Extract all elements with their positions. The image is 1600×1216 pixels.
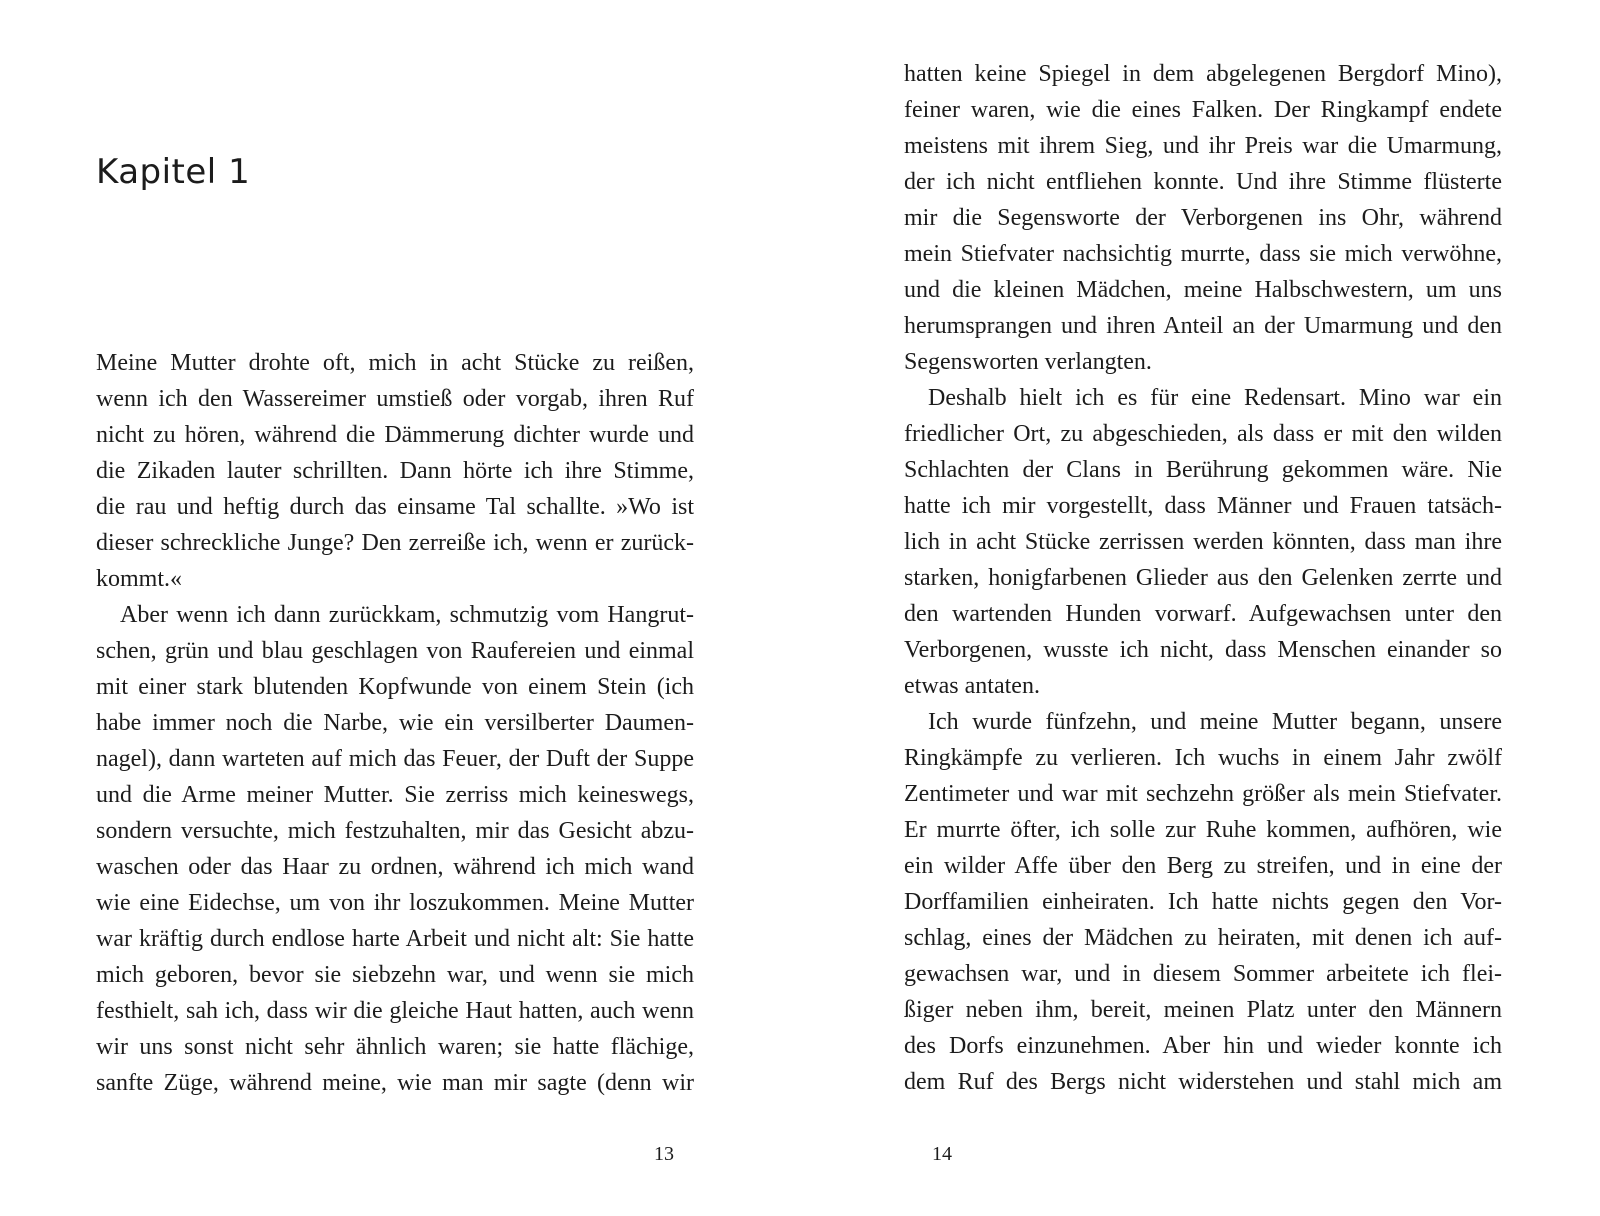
text-line: sanfte Züge, während meine, wie man mir sagte (denn wir <box>96 1070 694 1096</box>
text-line: mit einer stark blutenden Kopfwunde von einem Stein (ich <box>96 674 694 700</box>
text-line: und die kleinen Mädchen, meine Halbschwestern, um uns <box>904 277 1502 303</box>
text-line: ßiger neben ihm, bereit, meinen Platz unter den Männern <box>904 997 1502 1023</box>
right-page <box>800 0 1600 1216</box>
page-number: 14 <box>932 1143 952 1165</box>
text-line: waschen oder das Haar zu ordnen, während ich mich wand <box>96 854 694 880</box>
text-line: herumsprangen und ihren Anteil an der Umarmung und den <box>904 313 1502 339</box>
text-line: Ich wurde fünfzehn, und meine Mutter begann, unsere <box>928 709 1502 735</box>
text-line: Segensworten verlangten. <box>904 349 1152 375</box>
text-line: sondern versuchte, mich festzuhalten, mir das Gesicht abzu- <box>96 818 694 844</box>
text-line: Zentimeter und war mit sechzehn größer als mein Stiefvater. <box>904 781 1502 807</box>
page-number: 13 <box>654 1143 674 1165</box>
left-page-body <box>96 345 694 1101</box>
text-line: habe immer noch die Narbe, wie ein versilberter Daumen- <box>96 710 694 736</box>
text-line: mir die Segensworte der Verborgenen ins Ohr, während <box>904 205 1502 231</box>
text-line: Schlachten der Clans in Berührung gekommen wäre. Nie <box>904 457 1502 483</box>
text-line: wie eine Eidechse, um von ihr loszukommen. Meine Mutter <box>96 890 694 916</box>
text-line: Ringkämpfe zu verlieren. Ich wuchs in einem Jahr zwölf <box>904 745 1502 771</box>
text-line: schlag, eines der Mädchen zu heiraten, mit denen ich auf- <box>904 925 1502 951</box>
text-line: und die Arme meiner Mutter. Sie zerriss mich keineswegs, <box>96 782 694 808</box>
text-line: der ich nicht entfliehen konnte. Und ihre Stimme flüsterte <box>904 169 1502 195</box>
text-line: wenn ich den Wassereimer umstieß oder vorgab, ihren Ruf <box>96 386 694 412</box>
text-line: schen, grün und blau geschlagen von Raufereien und einmal <box>96 638 694 664</box>
text-line: Aber wenn ich dann zurückkam, schmutzig vom Hangrut- <box>120 602 694 628</box>
text-line: Verborgenen, wusste ich nicht, dass Menschen einander so <box>904 637 1502 663</box>
text-line: feiner waren, wie die eines Falken. Der Ringkampf endete <box>904 97 1502 123</box>
text-line: nagel), dann warteten auf mich das Feuer, der Duft der Suppe <box>96 746 694 772</box>
text-line: dem Ruf des Bergs nicht widerstehen und stahl mich am <box>904 1069 1502 1095</box>
text-line: wir uns sonst nicht sehr ähnlich waren; sie hatte flächige, <box>96 1034 694 1060</box>
text-line: ein wilder Affe über den Berg zu streifen, und in eine der <box>904 853 1502 879</box>
text-line: Meine Mutter drohte oft, mich in acht Stücke zu reißen, <box>96 350 694 376</box>
text-line: nicht zu hören, während die Dämmerung dichter wurde und <box>96 422 694 448</box>
text-line: die rau und heftig durch das einsame Tal schallte. »Wo ist <box>96 494 694 520</box>
text-line: etwas antaten. <box>904 673 1040 699</box>
text-line: hatte ich mir vorgestellt, dass Männer und Frauen tatsäch- <box>904 493 1502 519</box>
right-page-body <box>904 56 1502 1100</box>
text-line: die Zikaden lauter schrillten. Dann hörte ich ihre Stimme, <box>96 458 694 484</box>
text-line: festhielt, sah ich, dass wir die gleiche Haut hatten, auch wenn <box>96 998 694 1024</box>
text-line: lich in acht Stücke zerrissen werden könnten, dass man ihre <box>904 529 1502 555</box>
text-line: friedlicher Ort, zu abgeschieden, als dass er mit den wilden <box>904 421 1502 447</box>
text-line: des Dorfs einzunehmen. Aber hin und wieder konnte ich <box>904 1033 1502 1059</box>
text-line: mich geboren, bevor sie siebzehn war, und wenn sie mich <box>96 962 694 988</box>
text-line: Deshalb hielt ich es für eine Redensart. Mino war ein <box>928 385 1502 411</box>
text-line: Er murrte öfter, ich solle zur Ruhe kommen, aufhören, wie <box>904 817 1502 843</box>
text-line: dieser schreckliche Junge? Den zerreiße ich, wenn er zurück- <box>96 530 694 556</box>
text-line: kommt.« <box>96 566 183 592</box>
text-line: hatten keine Spiegel in dem abgelegenen Bergdorf Mino), <box>904 61 1502 87</box>
text-line: meistens mit ihrem Sieg, und ihr Preis war die Umarmung, <box>904 133 1502 159</box>
text-line: gewachsen war, und in diesem Sommer arbeitete ich flei- <box>904 961 1502 987</box>
text-line: starken, honigfarbenen Glieder aus den Gelenken zerrte und <box>904 565 1502 591</box>
text-line: mein Stiefvater nachsichtig murrte, dass sie mich verwöhne, <box>904 241 1502 267</box>
chapter-title: Kapitel 1 <box>96 152 251 192</box>
text-line: war kräftig durch endlose harte Arbeit und nicht alt: Sie hatte <box>96 926 694 952</box>
text-line: Dorffamilien einheiraten. Ich hatte nichts gegen den Vor- <box>904 889 1502 915</box>
text-line: den wartenden Hunden vorwarf. Aufgewachsen unter den <box>904 601 1502 627</box>
